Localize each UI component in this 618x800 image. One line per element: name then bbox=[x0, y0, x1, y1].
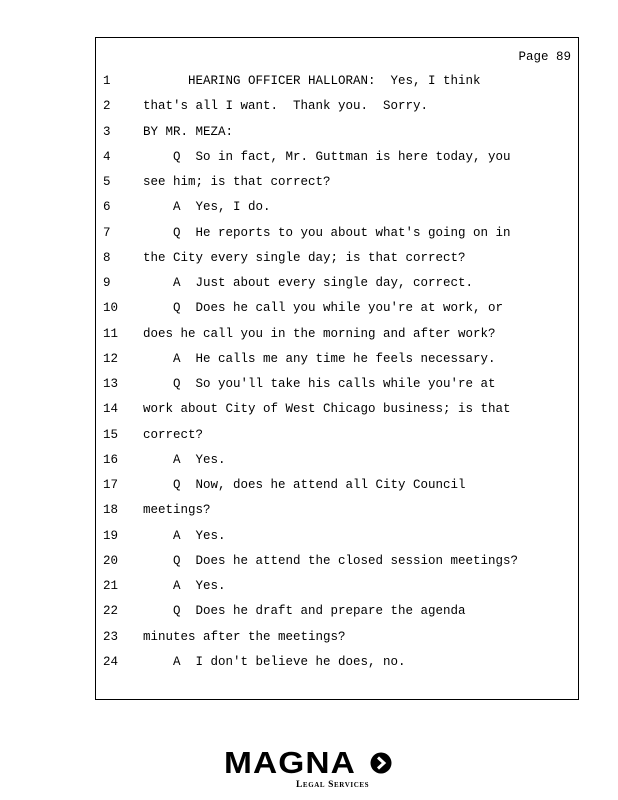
line-number: 3 bbox=[103, 124, 111, 139]
transcript-line bbox=[96, 628, 578, 653]
line-text: does he call you in the morning and after work? bbox=[143, 326, 496, 341]
line-text: A I don't believe he does, no. bbox=[143, 654, 406, 669]
transcript-line bbox=[96, 173, 578, 198]
line-text: minutes after the meetings? bbox=[143, 629, 346, 644]
line-number: 20 bbox=[103, 553, 119, 568]
line-number: 14 bbox=[103, 402, 119, 417]
transcript-line bbox=[96, 198, 578, 223]
line-text: A Yes. bbox=[143, 579, 226, 593]
transcript-line bbox=[96, 476, 578, 501]
line-number: 8 bbox=[103, 250, 111, 265]
transcript-line bbox=[96, 426, 578, 451]
transcript-line bbox=[96, 299, 578, 324]
transcript-line bbox=[96, 653, 578, 678]
line-number: 19 bbox=[103, 528, 119, 543]
line-text: HEARING OFFICER HALLORAN: Yes, I think bbox=[143, 74, 481, 88]
line-text: meetings? bbox=[143, 503, 211, 518]
transcript-line bbox=[96, 249, 578, 274]
transcript-line bbox=[96, 602, 578, 627]
chevron-right-circle-icon bbox=[370, 752, 392, 774]
line-text: Q Now, does he attend all City Council bbox=[143, 478, 466, 492]
line-number: 24 bbox=[103, 654, 119, 669]
logo-wordmark: MAGNA bbox=[224, 745, 356, 780]
line-text: A Just about every single day, correct. bbox=[143, 276, 474, 290]
transcript-line bbox=[96, 527, 578, 552]
magna-logo bbox=[224, 746, 404, 794]
page-number-label: Page 89 bbox=[518, 50, 571, 64]
line-text: Q Does he draft and prepare the agenda bbox=[143, 604, 466, 619]
line-number: 17 bbox=[103, 478, 119, 492]
transcript-line bbox=[96, 72, 578, 97]
line-number: 21 bbox=[103, 579, 119, 593]
line-number: 1 bbox=[103, 74, 111, 88]
transcript-line bbox=[96, 123, 578, 148]
line-text: see him; is that correct? bbox=[143, 175, 331, 189]
line-number: 13 bbox=[103, 377, 119, 391]
line-number: 16 bbox=[103, 452, 119, 467]
transcript-line bbox=[96, 325, 578, 350]
line-text: Q So you'll take his calls while you're at bbox=[143, 377, 496, 391]
line-text: A Yes. bbox=[143, 528, 226, 543]
line-text: Q So in fact, Mr. Guttman is here today, you bbox=[143, 149, 511, 164]
transcript-line bbox=[96, 274, 578, 299]
line-number: 7 bbox=[103, 225, 111, 240]
line-number: 15 bbox=[103, 427, 119, 442]
line-text: A Yes. bbox=[143, 452, 226, 467]
transcript-line bbox=[96, 97, 578, 122]
line-text: that's all I want. Thank you. Sorry. bbox=[143, 99, 429, 114]
line-number: 2 bbox=[103, 99, 111, 114]
line-text: Q He reports to you about what's going on in bbox=[143, 225, 511, 240]
line-number: 9 bbox=[103, 276, 111, 290]
transcript-line bbox=[96, 224, 578, 249]
line-number: 22 bbox=[103, 604, 119, 619]
line-number: 6 bbox=[103, 200, 111, 215]
line-text: A Yes, I do. bbox=[143, 200, 271, 215]
transcript-lines bbox=[96, 72, 578, 678]
line-number: 10 bbox=[103, 301, 119, 316]
transcript-line bbox=[96, 350, 578, 375]
transcript-line bbox=[96, 375, 578, 400]
logo-subtitle: Legal Services bbox=[296, 780, 370, 790]
line-number: 18 bbox=[103, 503, 119, 518]
line-number: 4 bbox=[103, 149, 111, 164]
transcript-line bbox=[96, 451, 578, 476]
transcript-line bbox=[96, 148, 578, 173]
line-text: correct? bbox=[143, 427, 204, 442]
line-text: Q Does he attend the closed session meetings? bbox=[143, 553, 519, 568]
transcript-line bbox=[96, 552, 578, 577]
line-number: 11 bbox=[103, 326, 119, 341]
transcript-line bbox=[96, 400, 578, 425]
line-text: BY MR. MEZA: bbox=[143, 124, 234, 139]
line-number: 23 bbox=[103, 629, 119, 644]
line-number: 12 bbox=[103, 351, 119, 366]
line-number: 5 bbox=[103, 175, 111, 189]
line-text: Q Does he call you while you're at work, or bbox=[143, 301, 504, 316]
transcript-line bbox=[96, 501, 578, 526]
line-text: work about City of West Chicago business; is that bbox=[143, 402, 511, 417]
transcript-page bbox=[95, 37, 579, 700]
line-text: the City every single day; is that correct? bbox=[143, 250, 466, 265]
line-text: A He calls me any time he feels necessary. bbox=[143, 351, 496, 366]
transcript-line bbox=[96, 577, 578, 602]
